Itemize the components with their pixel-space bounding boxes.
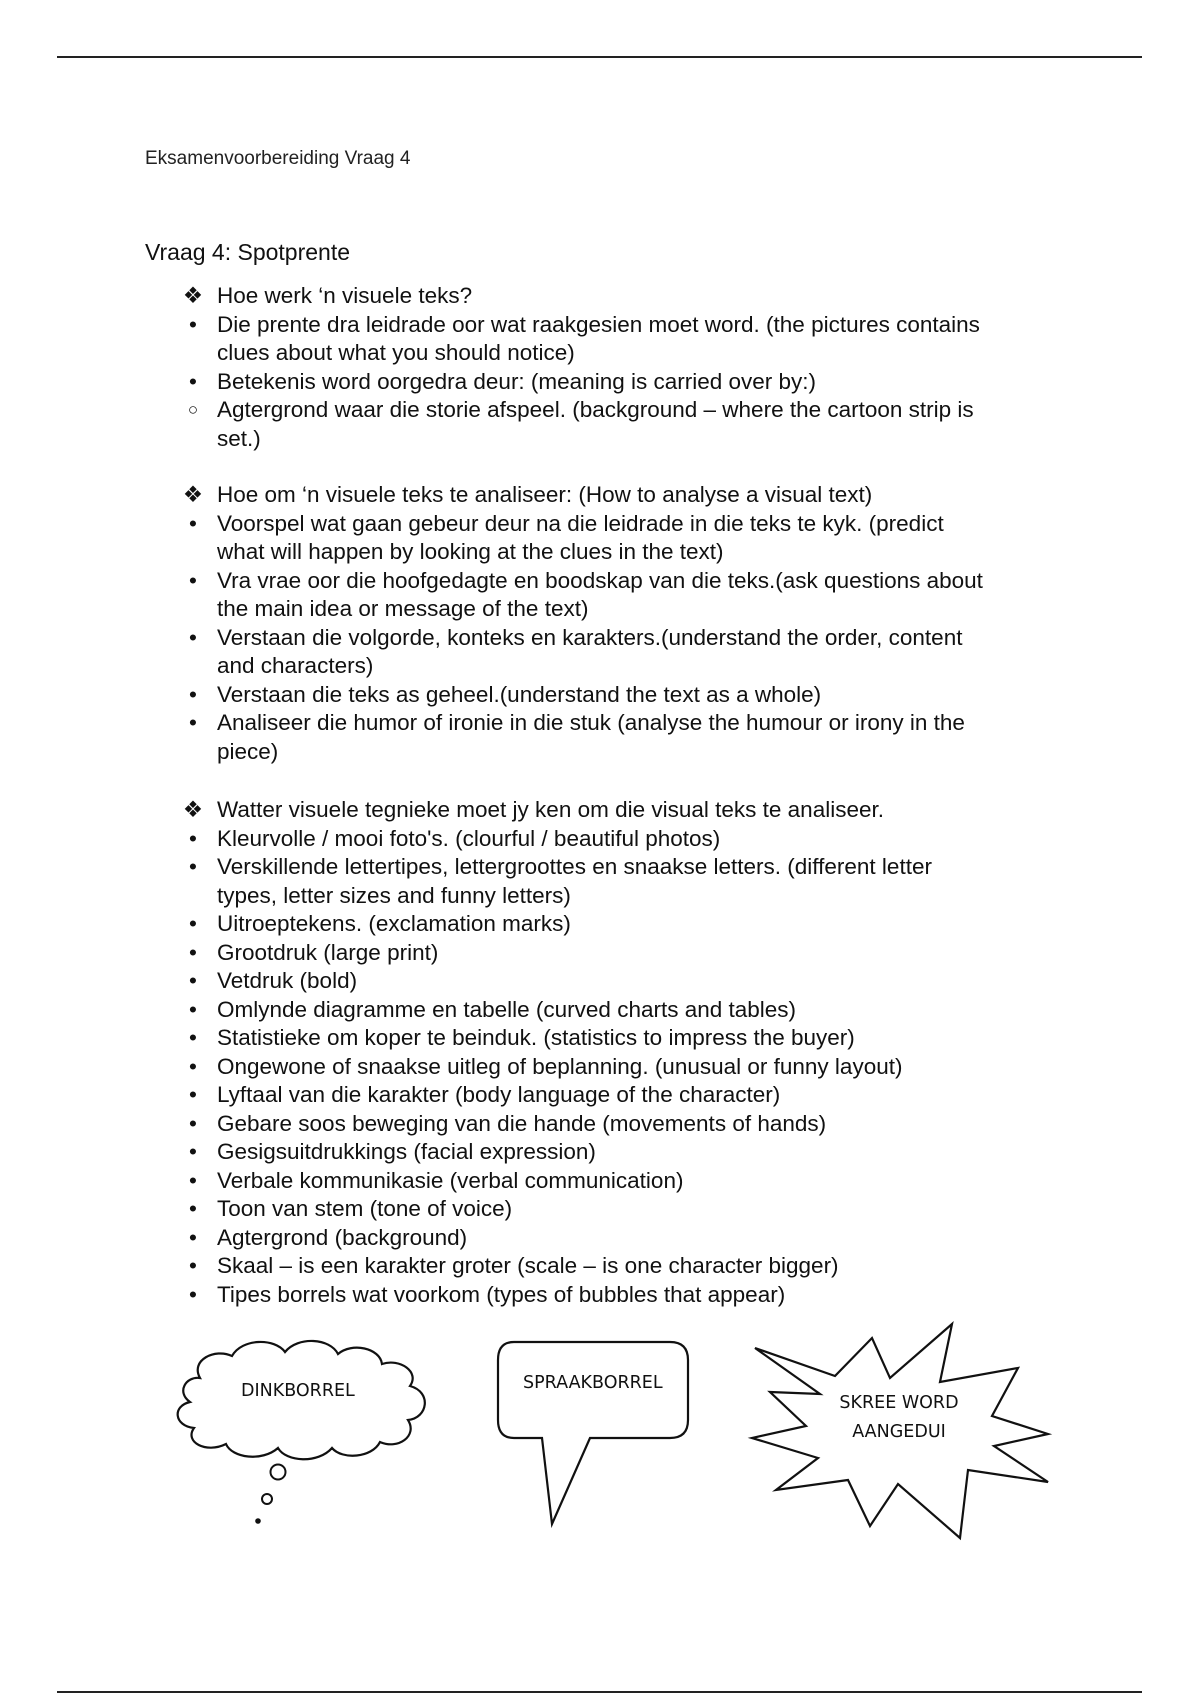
- list-item-line: Grootdruk (large print): [217, 939, 439, 965]
- list-item-line: Vetdruk (bold): [217, 968, 358, 993]
- list-item: [0, 709, 1047, 766]
- bullet-icon: •: [189, 1082, 197, 1107]
- bullet-icon: •: [189, 911, 197, 936]
- shout-bubble-label-2: AANGEDUI: [852, 1422, 946, 1442]
- list-item: [0, 567, 1047, 624]
- speech-bubble-examples: [0, 1320, 1200, 1550]
- list-item-line: Verbale kommunikasie (verbal communication): [217, 1167, 684, 1193]
- bubbles-drawing: [0, 1320, 1200, 1550]
- list-item: [0, 1224, 1047, 1253]
- bullet-icon: •: [189, 854, 197, 879]
- list-item: [0, 311, 1047, 368]
- list-item-line: Verstaan die teks as geheel.(understand the text as a whole): [217, 681, 822, 707]
- list-item-line: piece): [217, 738, 279, 764]
- list-item: [0, 624, 1047, 681]
- list-item: [0, 681, 1047, 710]
- list-item-line: Verstaan die volgorde, konteks en karakters.(understand the order, content: [217, 624, 963, 650]
- list-item: [0, 967, 1047, 996]
- list-item: [0, 368, 1047, 397]
- list-item: [0, 796, 1047, 825]
- list-item-line: Gesigsuitdrukkings (facial expression): [217, 1139, 596, 1164]
- bullet-icon: •: [189, 710, 197, 735]
- bullet-icon: •: [189, 681, 197, 707]
- list-item-line: Gebare soos beweging van die hande (movements of hands): [217, 1110, 827, 1136]
- list-item-line: set.): [217, 425, 261, 451]
- list-item-line: Hoe om ‘n visuele teks te analiseer: (How to analyse a visual text): [217, 482, 873, 507]
- list-item-line: types, letter sizes and funny letters): [217, 882, 571, 908]
- list-item-line: Lyftaal van die karakter (body language of the character): [217, 1082, 781, 1107]
- list-item-line: Betekenis word oorgedra deur: (meaning is carried over by:): [217, 368, 817, 394]
- list-item: [0, 1138, 1047, 1167]
- list-item-line: what will happen by looking at the clues in the text): [217, 539, 724, 564]
- diamond-bullet-icon: ❖: [182, 482, 204, 507]
- list-item: [0, 853, 1047, 910]
- list-item-line: Voorspel wat gaan gebeur deur na die leidrade in die teks te kyk. (predict: [217, 510, 944, 536]
- bullet-icon: •: [189, 567, 197, 593]
- bullet-icon: •: [189, 311, 197, 337]
- list-item-line: Uitroeptekens. (exclamation marks): [217, 911, 571, 936]
- list-item: [0, 510, 1047, 567]
- list-item-line: Omlynde diagramme en tabelle (curved charts and tables): [217, 996, 797, 1022]
- list-item-line: Skaal – is een karakter groter (scale – is one character bigger): [217, 1253, 839, 1278]
- bullet-icon: •: [189, 1167, 197, 1193]
- list-item-line: Hoe werk ‘n visuele teks?: [217, 283, 473, 308]
- list-item: [0, 996, 1047, 1025]
- bullet-icon: •: [189, 624, 197, 650]
- diamond-bullet-icon: ❖: [182, 283, 204, 308]
- list-item: [0, 1110, 1047, 1139]
- list-item-line: Kleurvolle / mooi foto's. (clourful / beautiful photos): [217, 825, 721, 851]
- list-item: [0, 1252, 1047, 1281]
- list-item-line: Verskillende lettertipes, lettergroottes en snaakse letters. (different letter: [217, 854, 932, 879]
- bullet-icon: •: [189, 996, 197, 1022]
- list-item: [0, 1195, 1047, 1224]
- list-item-line: the main idea or message of the text): [217, 596, 589, 621]
- bullet-icon: •: [189, 1110, 197, 1136]
- list-item-line: Statistieke om koper te beinduk. (statistics to impress the buyer): [217, 1025, 855, 1050]
- list-item-line: Tipes borrels wat voorkom (types of bubbles that appear): [217, 1281, 786, 1307]
- section-visual-techniques: [0, 796, 1200, 1309]
- list-item: [0, 825, 1047, 854]
- bullet-icon: •: [189, 1139, 197, 1164]
- list-item: [0, 1053, 1047, 1082]
- list-item-line: Ongewone of snaakse uitleg of beplanning. (unusual or funny layout): [217, 1053, 903, 1079]
- speech-bubble-label: SPRAAKBORREL: [523, 1373, 663, 1393]
- page-title: Vraag 4: Spotprente: [145, 239, 351, 265]
- list-item: [0, 1081, 1047, 1110]
- list-item: [0, 481, 1047, 510]
- section-how-to-analyse: [0, 481, 1200, 766]
- list-item-line: Die prente dra leidrade oor wat raakgesien moet word. (the pictures contains: [217, 311, 980, 337]
- list-item-line: clues about what you should notice): [217, 340, 575, 365]
- top-rule: [57, 56, 1142, 58]
- bullet-icon: •: [189, 1253, 197, 1278]
- thought-bubble: [178, 1341, 425, 1524]
- bullet-icon: •: [189, 1053, 197, 1079]
- list-item: [0, 939, 1047, 968]
- bullet-icon: •: [189, 825, 197, 851]
- section-how-visual-text-works: [0, 282, 1200, 453]
- bullet-icon: •: [189, 1025, 197, 1050]
- list-item-line: Watter visuele tegnieke moet jy ken om die visual teks te analiseer.: [217, 797, 884, 822]
- bullet-icon: •: [189, 368, 197, 394]
- thought-bubble-label: DINKBORREL: [241, 1381, 355, 1401]
- list-item: [0, 1281, 1047, 1310]
- bullet-icon: •: [189, 968, 197, 993]
- bullet-icon: •: [189, 510, 197, 536]
- bottom-rule: [57, 1691, 1142, 1693]
- list-item: [0, 1167, 1047, 1196]
- list-item-line: Agtergrond waar die storie afspeel. (background – where the cartoon strip is: [217, 397, 974, 422]
- list-item: [0, 396, 1047, 453]
- list-item: [0, 1024, 1047, 1053]
- shout-bubble-label-1: SKREE WORD: [839, 1393, 959, 1413]
- page-header: Eksamenvoorbereiding Vraag 4: [145, 148, 411, 169]
- bullet-icon: •: [189, 1196, 197, 1221]
- speech-bubble: [498, 1342, 688, 1524]
- list-item-line: Agtergrond (background): [217, 1224, 468, 1250]
- list-item: [0, 282, 1047, 311]
- list-item: [0, 910, 1047, 939]
- circle-bullet-icon: ○: [187, 400, 199, 419]
- list-item-line: Toon van stem (tone of voice): [217, 1196, 513, 1221]
- bullet-icon: •: [189, 1224, 197, 1250]
- bullet-icon: •: [189, 1281, 197, 1307]
- bullet-icon: •: [189, 939, 197, 965]
- list-item-line: Vra vrae oor die hoofgedagte en boodskap van die teks.(ask questions about: [217, 567, 983, 593]
- list-item-line: and characters): [217, 653, 374, 678]
- shout-bubble: [752, 1324, 1048, 1538]
- list-item-line: Analiseer die humor of ironie in die stuk (analyse the humour or irony in the: [217, 710, 965, 735]
- diamond-bullet-icon: ❖: [182, 797, 204, 822]
